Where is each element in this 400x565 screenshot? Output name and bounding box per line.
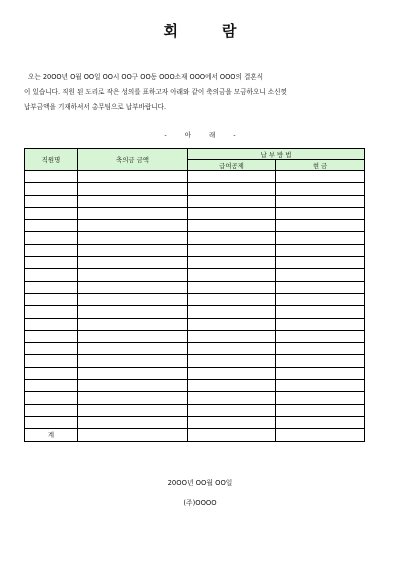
heading-char-2: 래	[209, 131, 216, 139]
title-char-1: 회	[163, 22, 178, 40]
document-date: 20OO년 OO월 OO일	[167, 479, 233, 487]
table-row	[25, 232, 365, 244]
title-char-2: 람	[222, 22, 237, 40]
table-row	[25, 220, 365, 232]
cell-amount[interactable]	[78, 367, 188, 379]
cell-employee-name[interactable]	[25, 232, 78, 244]
cell-cash[interactable]	[276, 171, 365, 183]
cell-employee-name[interactable]	[25, 306, 78, 318]
company-name: (주)OOOO	[183, 499, 217, 507]
cell-amount[interactable]	[78, 183, 188, 195]
cell-payroll[interactable]	[188, 220, 276, 232]
cell-amount[interactable]	[78, 318, 188, 330]
table-row	[25, 195, 365, 207]
cell-employee-name[interactable]	[25, 257, 78, 269]
cell-employee-name[interactable]	[25, 392, 78, 404]
cell-employee-name[interactable]	[25, 367, 78, 379]
cell-amount[interactable]	[78, 306, 188, 318]
notice-line-3: 납부금액을 기재하셔서 총무팀으로 납부바랍니다.	[24, 103, 167, 111]
table-row	[25, 281, 365, 293]
cell-cash[interactable]	[276, 281, 365, 293]
cell-amount[interactable]	[78, 355, 188, 367]
cell-payroll[interactable]	[188, 367, 276, 379]
cell-payroll[interactable]	[188, 392, 276, 404]
cell-payroll[interactable]	[188, 183, 276, 195]
cell-amount[interactable]	[78, 392, 188, 404]
cell-payroll[interactable]	[188, 306, 276, 318]
cell-employee-name[interactable]	[25, 244, 78, 256]
cell-amount[interactable]	[78, 380, 188, 392]
cell-employee-name[interactable]	[25, 293, 78, 305]
table-row	[25, 330, 365, 342]
header-cash: 현 금	[276, 160, 365, 171]
cell-amount[interactable]	[78, 330, 188, 342]
total-label: 계	[25, 429, 78, 441]
cell-cash[interactable]	[276, 244, 365, 256]
cell-cash[interactable]	[276, 257, 365, 269]
notice-body	[24, 70, 388, 115]
cell-payroll[interactable]	[188, 244, 276, 256]
cell-payroll[interactable]	[188, 330, 276, 342]
header-payment-method: 납 부 방 법	[188, 149, 365, 160]
cell-cash[interactable]	[276, 380, 365, 392]
cell-amount[interactable]	[78, 269, 188, 281]
cell-employee-name[interactable]	[25, 207, 78, 219]
cell-employee-name[interactable]	[25, 404, 78, 416]
cell-amount[interactable]	[78, 293, 188, 305]
table-row	[25, 244, 365, 256]
cell-cash[interactable]	[276, 293, 365, 305]
table-row	[25, 404, 365, 416]
dash-left: -	[164, 131, 167, 139]
cell-payroll[interactable]	[188, 207, 276, 219]
table-row	[25, 257, 365, 269]
cell-employee-name[interactable]	[25, 318, 78, 330]
notice-line-2: 이 있습니다. 직원 된 도리로 작은 성의를 표하고자 아래와 같이 축의금을 모금하오니 소신껏	[24, 88, 287, 96]
cell-payroll[interactable]	[188, 171, 276, 183]
cell-payroll[interactable]	[188, 232, 276, 244]
cell-payroll[interactable]	[188, 257, 276, 269]
cell-payroll[interactable]	[188, 355, 276, 367]
table-row	[25, 355, 365, 367]
header-row-1	[25, 149, 365, 160]
cell-employee-name[interactable]	[25, 416, 78, 428]
cell-employee-name[interactable]	[25, 343, 78, 355]
cell-payroll[interactable]	[188, 318, 276, 330]
total-row	[25, 429, 365, 441]
cell-payroll[interactable]	[188, 281, 276, 293]
cell-payroll[interactable]	[188, 380, 276, 392]
table-row	[25, 392, 365, 404]
cell-amount[interactable]	[78, 232, 188, 244]
cell-amount[interactable]	[78, 257, 188, 269]
total-cash[interactable]	[276, 429, 365, 441]
cell-employee-name[interactable]	[25, 281, 78, 293]
table-row	[25, 269, 365, 281]
cell-payroll[interactable]	[188, 404, 276, 416]
table-row	[25, 318, 365, 330]
table-row	[25, 380, 365, 392]
table-row	[25, 416, 365, 428]
cell-cash[interactable]	[276, 330, 365, 342]
heading-char-1: 아	[184, 131, 191, 139]
cell-employee-name[interactable]	[25, 355, 78, 367]
dash-right: -	[233, 131, 236, 139]
cell-amount[interactable]	[78, 220, 188, 232]
total-amount[interactable]	[78, 429, 188, 441]
cell-cash[interactable]	[276, 367, 365, 379]
cell-cash[interactable]	[276, 306, 365, 318]
table-row	[25, 207, 365, 219]
notice-line-1: 오는 20OO년 O월 OO일 OO시 OO구 OO동 OOO소재 OOO에서 OOO의 결혼식	[28, 73, 264, 81]
cell-employee-name[interactable]	[25, 380, 78, 392]
cell-amount[interactable]	[78, 195, 188, 207]
cell-cash[interactable]	[276, 392, 365, 404]
header-payroll-deduction: 급여공제	[188, 160, 276, 171]
document-title	[0, 20, 400, 41]
contribution-table	[24, 148, 365, 442]
cell-amount[interactable]	[78, 404, 188, 416]
cell-cash[interactable]	[276, 220, 365, 232]
table-row	[25, 183, 365, 195]
cell-employee-name[interactable]	[25, 183, 78, 195]
cell-payroll[interactable]	[188, 195, 276, 207]
table-row	[25, 293, 365, 305]
cell-payroll[interactable]	[188, 293, 276, 305]
cell-cash[interactable]	[276, 183, 365, 195]
table-row	[25, 343, 365, 355]
cell-cash[interactable]	[276, 232, 365, 244]
cell-payroll[interactable]	[188, 343, 276, 355]
cell-employee-name[interactable]	[25, 269, 78, 281]
cell-cash[interactable]	[276, 207, 365, 219]
cell-amount[interactable]	[78, 416, 188, 428]
header-employee-name: 직원명	[25, 149, 78, 171]
cell-employee-name[interactable]	[25, 220, 78, 232]
cell-cash[interactable]	[276, 318, 365, 330]
cell-employee-name[interactable]	[25, 171, 78, 183]
cell-cash[interactable]	[276, 404, 365, 416]
cell-payroll[interactable]	[188, 269, 276, 281]
cell-employee-name[interactable]	[25, 195, 78, 207]
header-amount: 축의금 금액	[78, 149, 188, 171]
cell-amount[interactable]	[78, 281, 188, 293]
cell-cash[interactable]	[276, 195, 365, 207]
cell-payroll[interactable]	[188, 416, 276, 428]
section-heading	[0, 130, 400, 139]
cell-cash[interactable]	[276, 343, 365, 355]
cell-cash[interactable]	[276, 355, 365, 367]
table-row	[25, 306, 365, 318]
cell-amount[interactable]	[78, 343, 188, 355]
cell-amount[interactable]	[78, 207, 188, 219]
table-row	[25, 171, 365, 183]
cell-cash[interactable]	[276, 416, 365, 428]
total-payroll[interactable]	[188, 429, 276, 441]
cell-amount[interactable]	[78, 171, 188, 183]
table-row	[25, 367, 365, 379]
cell-cash[interactable]	[276, 269, 365, 281]
cell-amount[interactable]	[78, 244, 188, 256]
cell-employee-name[interactable]	[25, 330, 78, 342]
